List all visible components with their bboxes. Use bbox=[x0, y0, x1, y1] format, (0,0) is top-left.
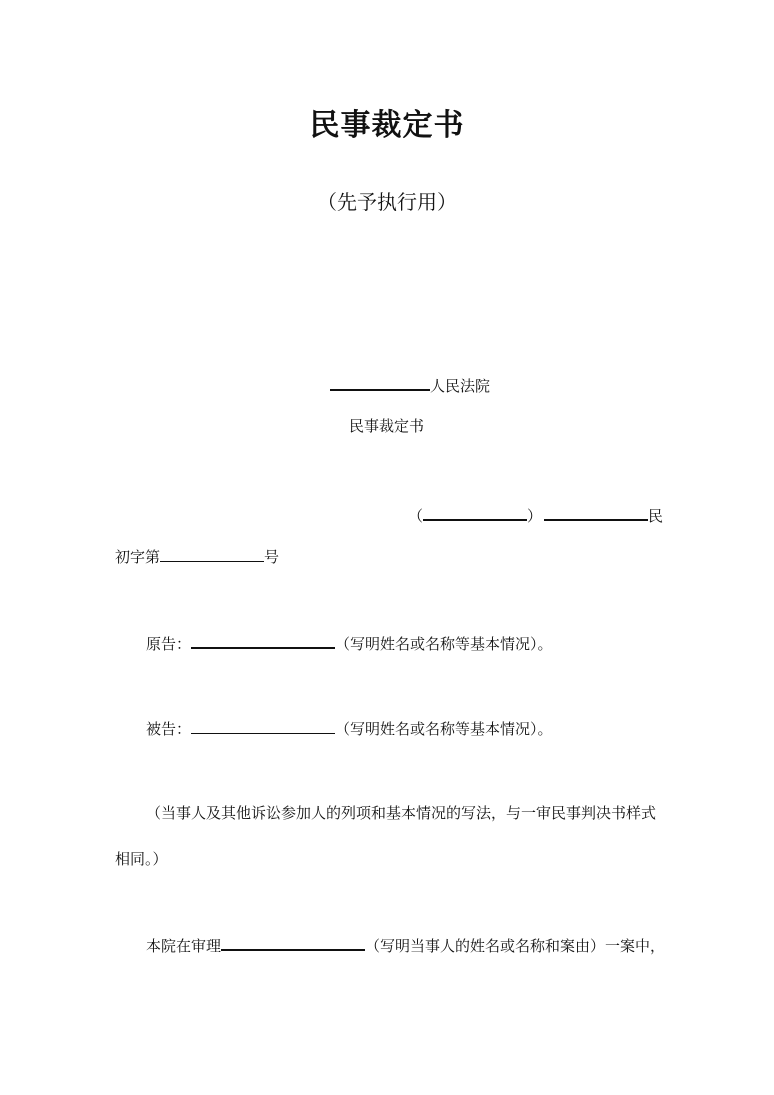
plaintiff-hint: （写明姓名或名称等基本情况）。 bbox=[335, 635, 553, 653]
trial-line bbox=[146, 934, 665, 956]
defendant-label: 被告： bbox=[146, 720, 192, 738]
doc-type-heading: 民事裁定书 bbox=[349, 417, 425, 435]
court-line bbox=[330, 374, 490, 396]
parties-cause-blank bbox=[221, 934, 365, 951]
case-no-suffix: 号 bbox=[264, 548, 280, 566]
court-suffix: 人民法院 bbox=[430, 377, 491, 395]
case-no-prefix: 初字第 bbox=[115, 548, 161, 566]
case-no-close-paren: ） bbox=[527, 507, 543, 525]
case-number-line bbox=[408, 504, 663, 526]
defendant-line bbox=[146, 718, 553, 739]
court-code-blank bbox=[544, 504, 648, 521]
case-number-line-2 bbox=[115, 546, 279, 567]
document-subtitle: （先予执行用） bbox=[317, 190, 457, 214]
trial-prefix: 本院在审理 bbox=[146, 937, 222, 955]
court-name-blank bbox=[330, 374, 430, 391]
defendant-hint: （写明姓名或名称等基本情况）。 bbox=[335, 720, 553, 738]
case-year-blank bbox=[423, 504, 527, 521]
case-no-open-paren: （ bbox=[408, 507, 424, 525]
plaintiff-label: 原告： bbox=[146, 635, 192, 653]
plaintiff-line bbox=[146, 632, 553, 654]
trial-hint: （写明当事人的姓名或名称和案由）一案中， bbox=[365, 937, 666, 955]
case-serial-blank bbox=[160, 546, 264, 562]
note-line-1: （当事人及其他诉讼参加人的列项和基本情况的写法，与一审民事判决书样式 bbox=[146, 804, 657, 822]
case-no-min: 民 bbox=[648, 507, 664, 525]
document-title: 民事裁定书 bbox=[309, 108, 465, 143]
defendant-blank bbox=[191, 718, 335, 734]
note-line-2: 相同。） bbox=[115, 850, 168, 868]
plaintiff-blank bbox=[191, 632, 335, 649]
